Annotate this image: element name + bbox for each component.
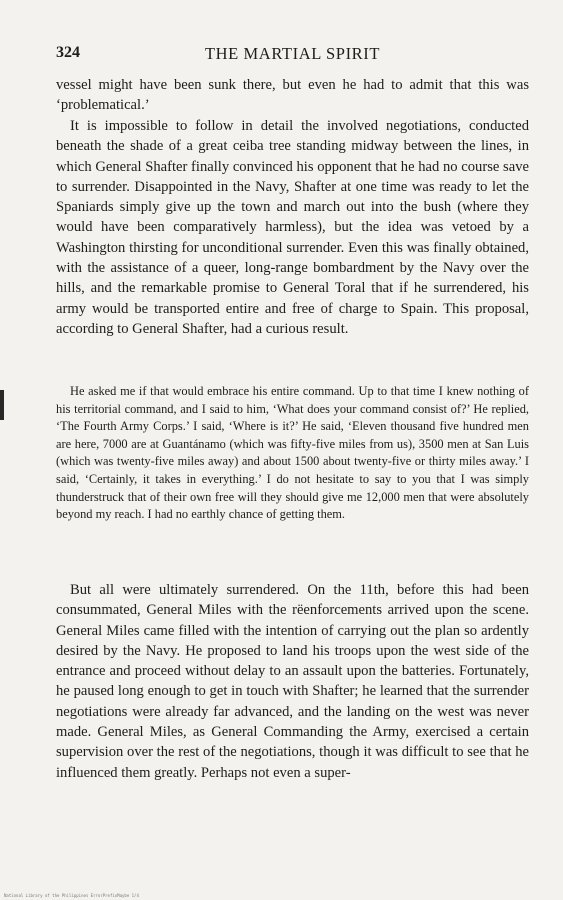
page-number: 324 xyxy=(56,44,80,61)
scan-footer: National Library of the Philippines ErrorPrefixMaybe 1/4 xyxy=(4,893,139,898)
paragraph-negotiations: It is impossible to follow in detail the involved negotiations, conducted beneath the shade of a great ceiba tree standing midway between the lines, in which General Shafter finally convinced his opponent that he had no course save to surrender. Disappointed in the Navy, Shafter at one time was ready to let the Spaniards simply give up the town and march out into the bush (where they would have been comparatively harmless), but the idea was vetoed by a Washington thirsting for unconditional surrender. Even this was finally obtained, with the assistance of a queer, long-range bombardment by the Navy over the hills, and the remarkable promise to General Toral that if he surrendered, his army would be transported entire and free of charge to Spain. This proposal, according to General Shafter, had a curious result. xyxy=(56,118,529,337)
page-header xyxy=(56,44,529,64)
paragraph-surrender: But all were ultimately surrendered. On the 11th, before this had been consummated, General Miles with the rëenforcements arrived upon the scene. General Miles came filled with the intention of carrying out the plan so ardently desired by the Navy. He proposed to land his troops upon the west side of the entrance and proceed without delay to an assault upon the batteries. Fortunately, he paused long enough to get in touch with Shafter; he learned that the surrender negotiations were already far advanced, and the landing on the west was never made. General Miles, as General Commanding the Army, exercised a certain supervision over the rest of the negotiations, though it was difficult to see that he influenced them greatly. Perhaps not even a super- xyxy=(56,582,529,781)
running-title: THE MARTIAL SPIRIT xyxy=(204,44,381,63)
paragraph-continuation: vessel might have been sunk there, but even he had to admit that this was ‘problematical.’ xyxy=(56,77,529,114)
margin-mark xyxy=(0,390,4,420)
block-quote: He asked me if that would embrace his entire command. Up to that time I knew nothing of his territorial command, and I said to him, ‘What does your command consist of?’ He replied, ‘The Fourth Army Corps.’ I said, ‘Where is it?’ He said, ‘Eleven thousand five hundred men are here, 7000 are at Guantánamo (which was fifty-five miles from us), 3500 men at San Luis (which was twenty-five miles away) and about 1500 about twenty-five or thirty miles away.’ I said, ‘Certainly, it takes in everything.’ I do not hesitate to say to you that I was simply thunderstruck that of their own free will they should give me 12,000 men that were absolutely beyond my reach. I had no earthly chance of getting them. xyxy=(56,384,529,522)
